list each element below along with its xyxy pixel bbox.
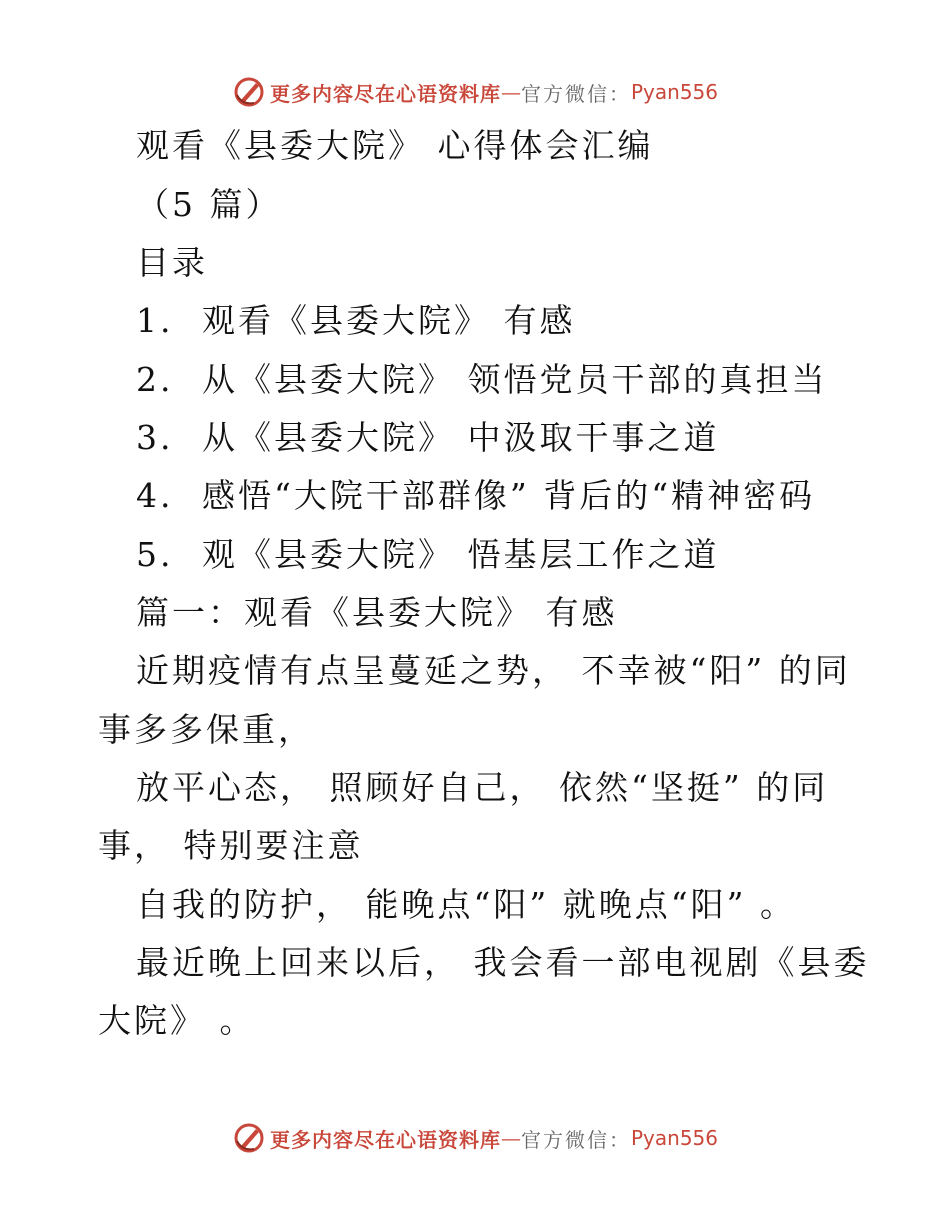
body-paragraph-line: 放平心态， 照顾好自己， 依然“坚挺” 的同 <box>136 768 829 807</box>
section-heading: 篇一：观看《县委大院》 有感 <box>136 593 618 632</box>
header-banner <box>0 72 950 112</box>
toc-item-text: 观《县委大院》 悟基层工作之道 <box>202 535 720 574</box>
toc-item-text: 观看《县委大院》 有感 <box>202 301 576 340</box>
body-paragraph-line: 大院》 。 <box>98 1001 256 1040</box>
toc-item <box>136 476 815 516</box>
body-paragraph-line: 事多多保重， <box>98 710 314 749</box>
pen-swirl-logo-icon <box>232 1121 266 1155</box>
body-paragraph-line: 最近晚上回来以后， 我会看一部电视剧《县委 <box>136 943 870 982</box>
banner-wechat-id: Pyan556 <box>630 80 718 104</box>
toc-item-text: 感悟“大院干部群像” 背后的“精神密码 <box>202 476 816 515</box>
toc-item <box>136 535 720 575</box>
toc-item <box>136 360 828 400</box>
document-subtitle: （5 篇） <box>136 185 282 224</box>
toc-item-text: 从《县委大院》 中汲取干事之道 <box>202 418 720 457</box>
banner-text: 更多内容尽在心语资料库 <box>269 1127 501 1152</box>
toc-item-number: 2. <box>136 360 174 399</box>
toc-item-number: 5. <box>136 535 174 574</box>
body-paragraph-line: 近期疫情有点呈蔓延之势， 不幸被“阳” 的同 <box>136 651 851 690</box>
banner-dash: — <box>500 80 521 104</box>
document-title: 观看《县委大院》 心得体会汇编 <box>136 126 654 165</box>
pen-swirl-logo-icon <box>232 75 266 109</box>
toc-item-number: 4. <box>136 476 174 515</box>
toc-item <box>136 301 576 341</box>
toc-item-text: 从《县委大院》 领悟党员干部的真担当 <box>202 360 828 399</box>
body-paragraph-line: 自我的防护， 能晚点“阳” 就晚点“阳” 。 <box>136 885 796 924</box>
toc-heading: 目录 <box>136 243 208 282</box>
body-paragraph-line: 事， 特别要注意 <box>98 826 364 865</box>
banner-dash: — <box>500 1126 521 1150</box>
toc-item <box>136 418 720 458</box>
footer-banner <box>0 1118 950 1158</box>
banner-text: 更多内容尽在心语资料库 <box>269 81 501 106</box>
banner-label: 官方微信： <box>520 81 631 106</box>
toc-item-number: 3. <box>136 418 174 457</box>
banner-wechat-id: Pyan556 <box>630 1126 718 1150</box>
banner-label: 官方微信： <box>520 1127 631 1152</box>
toc-item-number: 1. <box>136 301 174 340</box>
